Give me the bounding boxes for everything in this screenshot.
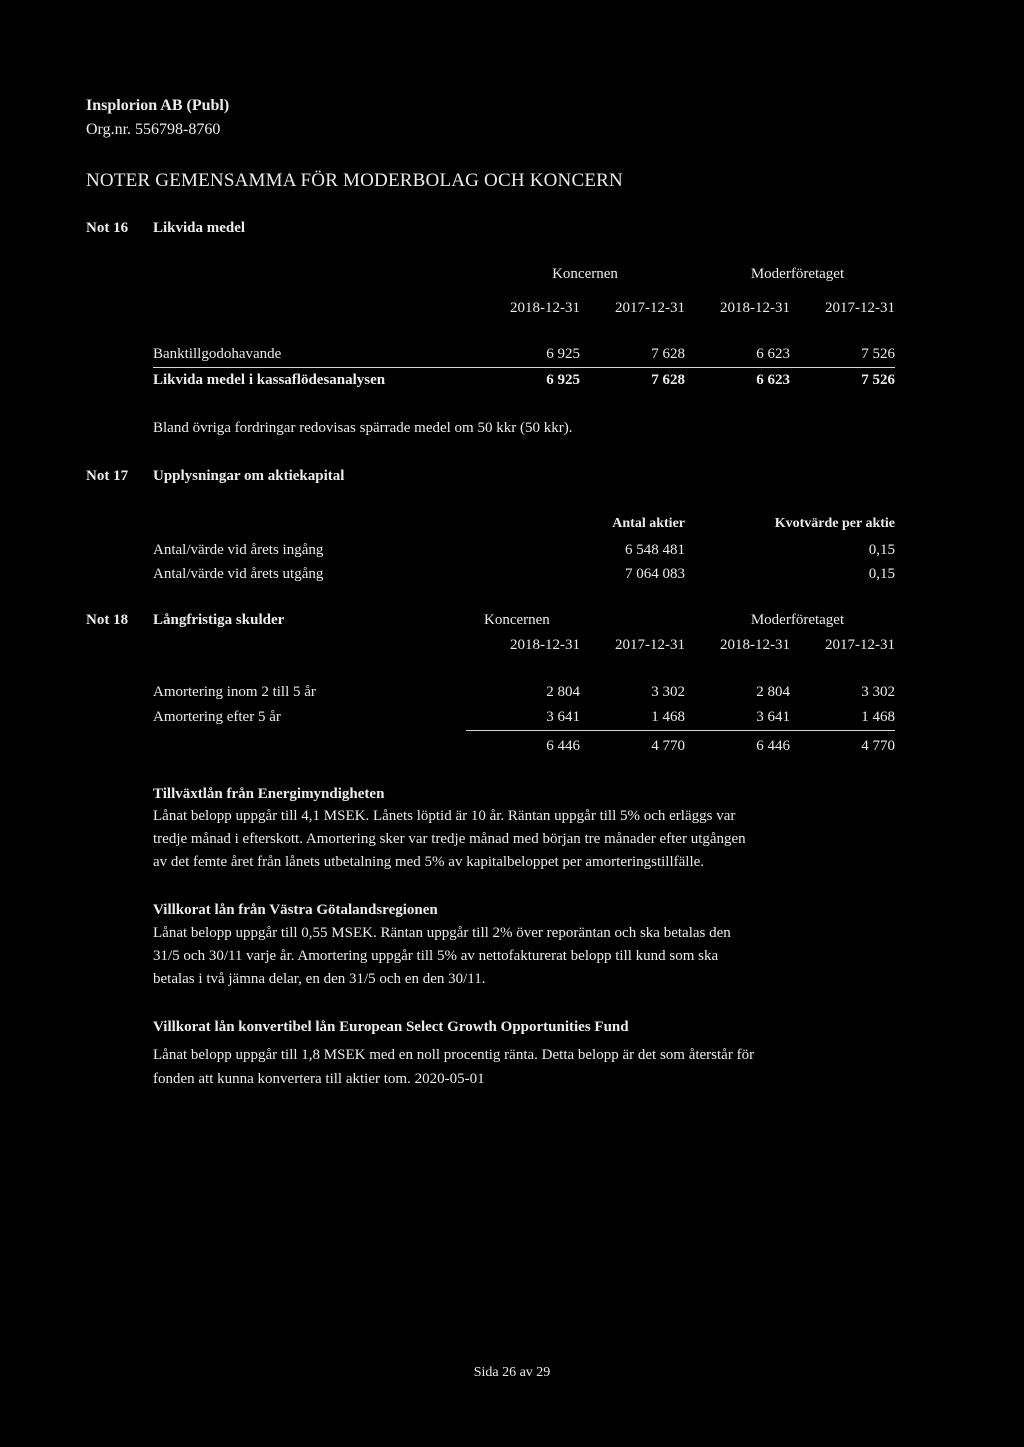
date-col-1: 2018-12-31 <box>510 637 580 653</box>
paragraph-line: Lånat belopp uppgår till 1,8 MSEK med en noll procentig ränta. Detta belopp är det som återstår för <box>153 1047 755 1063</box>
group-label: Koncernen <box>552 266 618 282</box>
row-label: Antal/värde vid årets utgång <box>153 566 324 582</box>
total-value: 6 446 <box>756 738 790 754</box>
section-heading: Tillväxtlån från Energimyndigheten <box>153 786 385 802</box>
parent-label: Moderföretaget <box>750 266 845 282</box>
row-label: Banktillgodohavande <box>153 346 282 362</box>
note-18-number: Not 18 <box>86 612 129 628</box>
section-heading: Villkorat lån konvertibel lån European Select Growth Opportunities Fund <box>153 1019 629 1035</box>
note-17-title: Upplysningar om aktiekapital <box>153 468 345 484</box>
row-label: Amortering efter 5 år <box>153 709 281 725</box>
row-label-total: Likvida medel i kassaflödesanalysen <box>153 372 386 388</box>
cell-value: 7 526 <box>861 346 895 362</box>
date-col-1: 2018-12-31 <box>510 300 580 316</box>
cell-value: 7 526 <box>861 372 895 388</box>
page-number: Sida 26 av 29 <box>473 1365 551 1380</box>
cell-value: 0,15 <box>868 566 895 582</box>
cell-value: 6 925 <box>546 346 580 362</box>
cell-value: 3 641 <box>756 709 790 725</box>
cell-value: 2 804 <box>546 684 580 700</box>
cell-value: 3 302 <box>861 684 895 700</box>
cell-value: 3 641 <box>546 709 580 725</box>
cell-value: 1 468 <box>651 709 685 725</box>
note-16-number: Not 16 <box>86 220 129 236</box>
row-label: Antal/värde vid årets ingång <box>153 542 324 558</box>
paragraph-line: Lånat belopp uppgår till 0,55 MSEK. Räntan uppgår till 2% över reporäntan och ska betalas den <box>153 925 731 941</box>
cell-value: 7 064 083 <box>625 566 685 582</box>
section-heading: Villkorat lån från Västra Götalandsregionen <box>153 902 438 918</box>
company-name: Insplorion AB (Publ) <box>86 97 230 114</box>
note-18-title: Långfristiga skulder <box>153 612 285 628</box>
paragraph-line: 31/5 och 30/11 varje år. Amortering uppgår till 5% av nettofakturerat belopp till kund som ska <box>153 948 719 964</box>
cell-value: 7 628 <box>651 346 685 362</box>
cell-value: 2 804 <box>756 684 790 700</box>
cell-value: 6 925 <box>546 372 580 388</box>
note-16-title: Likvida medel <box>153 220 246 236</box>
paragraph-line: Lånat belopp uppgår till 4,1 MSEK. Lånets löptid är 10 år. Räntan uppgår till 5% och erläggs var <box>153 808 736 824</box>
date-col-3: 2018-12-31 <box>720 637 790 653</box>
paragraph-line: av det femte året från lånets utbetalning med 5% av kapitalbeloppet per amorteringstillfälle. <box>153 854 705 870</box>
total-value: 4 770 <box>651 738 685 754</box>
cell-value: 6 548 481 <box>625 542 685 558</box>
paragraph-line: betalas i två jämna delar, en den 31/5 och en den 30/11. <box>153 971 486 987</box>
col-quota-header: Kvotvärde per aktie <box>774 516 895 531</box>
group-label: Koncernen <box>484 612 550 628</box>
parent-label: Moderföretaget <box>750 612 845 628</box>
row-label: Amortering inom 2 till 5 år <box>153 684 316 700</box>
total-value: 6 446 <box>546 738 580 754</box>
date-col-2: 2017-12-31 <box>615 637 685 653</box>
note-17-number: Not 17 <box>86 468 129 484</box>
section-title: NOTER GEMENSAMMA FÖR MODERBOLAG OCH KONCERN <box>86 170 623 191</box>
date-col-2: 2017-12-31 <box>615 300 685 316</box>
cell-value: 6 623 <box>756 372 790 388</box>
date-col-4: 2017-12-31 <box>825 300 895 316</box>
cell-value: 3 302 <box>651 684 685 700</box>
date-col-3: 2018-12-31 <box>720 300 790 316</box>
org-number: Org.nr. 556798-8760 <box>86 121 221 138</box>
paragraph-line: fonden att kunna konvertera till aktier tom. 2020-05-01 <box>153 1071 485 1087</box>
note-16-footnote: Bland övriga fordringar redovisas spärrade medel om 50 kkr (50 kkr). <box>153 420 573 436</box>
cell-value: 6 623 <box>756 346 790 362</box>
cell-value: 0,15 <box>868 542 895 558</box>
cell-value: 1 468 <box>861 709 895 725</box>
paragraph-line: tredje månad i efterskott. Amortering sker var tredje månad med början tre månader efter utgången <box>153 831 746 847</box>
date-col-4: 2017-12-31 <box>825 637 895 653</box>
col-shares-header: Antal aktier <box>612 516 685 531</box>
cell-value: 7 628 <box>651 372 685 388</box>
total-value: 4 770 <box>861 738 895 754</box>
